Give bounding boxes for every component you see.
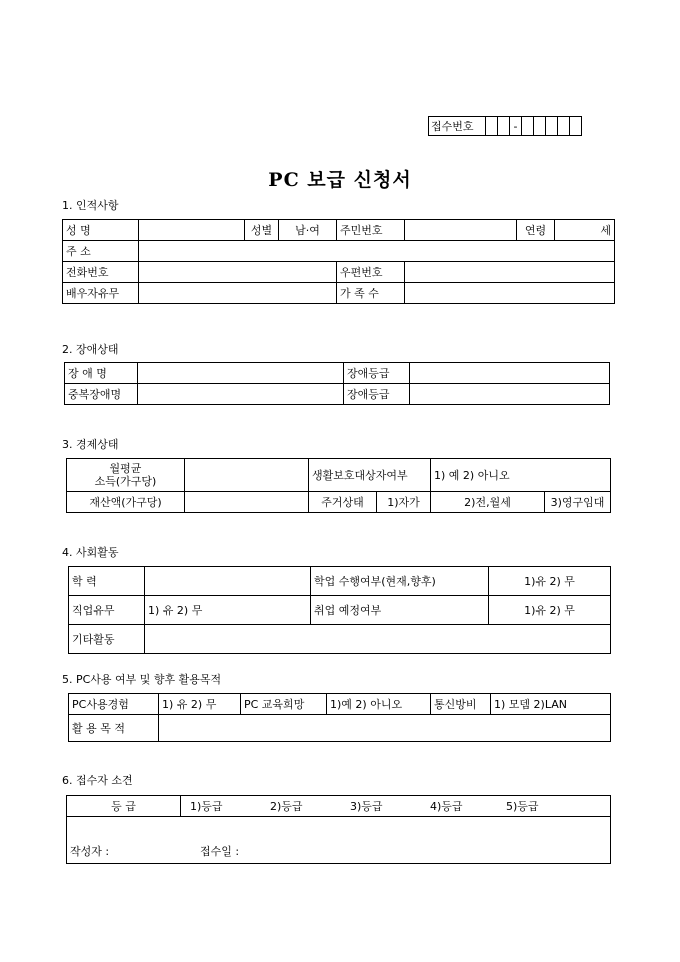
welfare-options[interactable]: 1) 예 2) 아니오 (431, 459, 611, 492)
family-field[interactable] (405, 283, 615, 304)
personal-info-table (62, 219, 615, 304)
housing-option-public[interactable]: 3)영구임대 (545, 492, 611, 513)
section-2-heading: 2. 장애상태 (62, 343, 119, 356)
receipt-label: 접수번호 (429, 117, 486, 136)
purpose-field[interactable] (159, 715, 611, 742)
pc-experience-options[interactable]: 1) 유 2) 무 (159, 694, 241, 715)
receiver-opinion-table (66, 795, 611, 864)
opinion-area[interactable] (67, 817, 611, 864)
education-field[interactable] (145, 567, 311, 596)
grade-option-1[interactable]: 1)등급 (190, 800, 223, 813)
section-3-heading: 3. 경제상태 (62, 438, 119, 451)
pc-education-options[interactable]: 1)예 2) 아니오 (327, 694, 431, 715)
section-4-heading: 4. 사회활동 (62, 546, 119, 559)
family-label: 가 족 수 (337, 283, 405, 304)
pc-usage-table (68, 693, 611, 742)
receipt-digit[interactable] (546, 117, 558, 136)
employment-label: 취업 예정여부 (311, 596, 489, 625)
zip-field[interactable] (405, 262, 615, 283)
disability-table (64, 362, 610, 405)
section-5-heading: 5. PC사용 여부 및 향후 활용목적 (62, 673, 222, 686)
grade-options[interactable] (181, 796, 611, 817)
gender-label: 성별 (245, 220, 279, 241)
income-label-line2: 소득(가구당) (94, 475, 157, 488)
purpose-label: 활 용 목 적 (69, 715, 159, 742)
grade-option-2[interactable]: 2)등급 (270, 800, 303, 813)
grade2-field[interactable] (410, 384, 610, 405)
grade-heading: 등 급 (67, 796, 181, 817)
section-6-heading: 6. 접수자 소견 (62, 774, 133, 787)
receipt-digit[interactable] (570, 117, 582, 136)
grade-option-5[interactable]: 5)등급 (506, 800, 539, 813)
receipt-digit[interactable] (498, 117, 510, 136)
phone-field[interactable] (139, 262, 337, 283)
pc-education-label: PC 교육희망 (241, 694, 327, 715)
zip-label: 우편번호 (337, 262, 405, 283)
section-1-heading: 1. 인적사항 (62, 199, 119, 212)
grade-option-4[interactable]: 4)등급 (430, 800, 463, 813)
other-activity-label: 기타활동 (69, 625, 145, 654)
receipt-digit[interactable] (558, 117, 570, 136)
income-label-line1: 월평균 (109, 462, 142, 475)
date-label: 접수일 : (200, 845, 240, 858)
name-field[interactable] (139, 220, 245, 241)
spouse-label: 배우자유무 (63, 283, 139, 304)
income-field[interactable] (185, 459, 309, 492)
rrn-label: 주민번호 (337, 220, 405, 241)
name-label: 성 명 (63, 220, 139, 241)
study-label: 학업 수행여부(현재,향후) (311, 567, 489, 596)
assets-field[interactable] (185, 492, 309, 513)
housing-option-own[interactable]: 1)자가 (377, 492, 431, 513)
receipt-digit[interactable] (522, 117, 534, 136)
spouse-field[interactable] (139, 283, 337, 304)
receipt-number-box (428, 116, 582, 136)
social-table (68, 566, 611, 654)
pc-experience-label: PC사용경험 (69, 694, 159, 715)
income-label (67, 459, 185, 492)
page-title: PC 보급 신청서 (268, 169, 412, 191)
job-options[interactable]: 1) 유 2) 무 (145, 596, 311, 625)
comm-options[interactable]: 1) 모뎀 2)LAN (491, 694, 611, 715)
address-field[interactable] (139, 241, 615, 262)
study-options[interactable]: 1)유 2) 무 (489, 567, 611, 596)
phone-label: 전화번호 (63, 262, 139, 283)
comm-label: 통신방비 (431, 694, 491, 715)
grade2-label: 장애등급 (344, 384, 410, 405)
rrn-field[interactable] (405, 220, 517, 241)
multi-disability-label: 중복장애명 (65, 384, 138, 405)
age-label: 연령 (517, 220, 555, 241)
other-activity-field[interactable] (145, 625, 611, 654)
age-field[interactable]: 세 (555, 220, 615, 241)
receipt-digit[interactable] (534, 117, 546, 136)
disability-field[interactable] (138, 363, 344, 384)
education-label: 학 력 (69, 567, 145, 596)
housing-option-rent[interactable]: 2)전,월세 (431, 492, 545, 513)
disability-label: 장 애 명 (65, 363, 138, 384)
grade-option-3[interactable]: 3)등급 (350, 800, 383, 813)
welfare-label: 생활보호대상자여부 (309, 459, 431, 492)
receipt-digit[interactable] (486, 117, 498, 136)
multi-disability-field[interactable] (138, 384, 344, 405)
assets-label: 재산액(가구당) (67, 492, 185, 513)
address-label: 주 소 (63, 241, 139, 262)
receipt-dash: - (510, 117, 522, 136)
housing-label: 주거상태 (309, 492, 377, 513)
job-label: 직업유무 (69, 596, 145, 625)
economic-table (66, 458, 611, 513)
grade-field[interactable] (410, 363, 610, 384)
gender-field[interactable]: 남·여 (279, 220, 337, 241)
writer-label: 작성자 : (70, 845, 110, 858)
employment-options[interactable]: 1)유 2) 무 (489, 596, 611, 625)
grade-label: 장애등급 (344, 363, 410, 384)
